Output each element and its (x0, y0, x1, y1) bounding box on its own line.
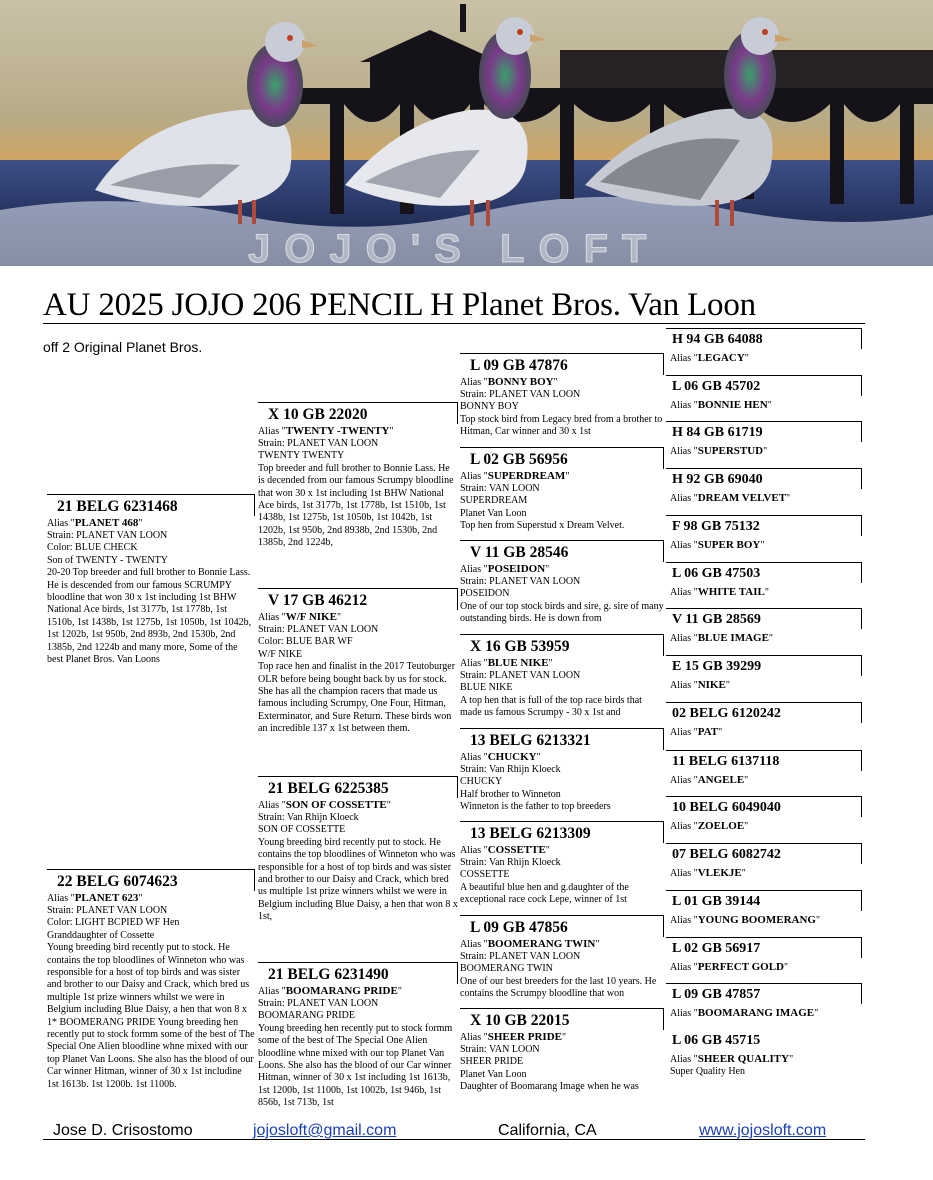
description: Young breeding bird recently put to stock. He contains the top bloodlines of Winneton who was responsible for a host of top birds and was sister and brother to our Daisy and Crack, which bred us multiple 1st prize winners whilst we were in Belgium including Blue Daisy, a hen that won 8 x 1* BOOMERANG PRIDE Young breeding hen recently put to stock formm some of the best of The Special One Alien bloodline whne mixed with our top Planet Van Loons. She also has the blood of our Car winner Hitman, winner of 30 x 1st includine 1st 1613b. 1st 1200b. 1st 1100b. (47, 942, 255, 1090)
band-number: L 02 GB 56956 (460, 447, 664, 469)
band-number: F 98 GB 75132 (666, 515, 862, 536)
alias-line: Alias "BONNY BOY" (460, 376, 558, 388)
footer-name: Jose D. Crisostomo (53, 1122, 193, 1139)
alias-line: Alias "BOOMERANG TWIN" (460, 938, 600, 950)
card-body (47, 905, 255, 1127)
footer-location: California, CA (498, 1122, 597, 1139)
card-body (47, 530, 255, 666)
alias-line: Alias "PLANET 623" (47, 892, 143, 904)
detail-line: COSSETTE (460, 869, 510, 881)
detail-line: Son of TWENTY - TWENTY (47, 554, 168, 566)
band-number: X 10 GB 22020 (258, 402, 458, 424)
gen4-card-5 (666, 515, 862, 552)
band-number: 07 BELG 6082742 (666, 843, 862, 864)
detail-line: Strain: Van Rhijn Kloeck (258, 812, 359, 823)
alias-name: PAT (697, 726, 719, 738)
page-title: AU 2025 JOJO 206 PENCIL H Planet Bros. Van Loon (43, 287, 756, 323)
description: A top hen that is full of the top race birds that made us famous Scrumpy - 30 x 1st and (460, 694, 642, 719)
gen4-card-4 (666, 468, 862, 505)
alias-name: YOUNG BOOMERANG (697, 914, 816, 926)
detail-line: Half brother to Winneton (460, 788, 561, 800)
gen3-card-8 (460, 1008, 664, 1106)
band-number: E 15 GB 39299 (666, 655, 862, 676)
alias-line: Alias "PERFECT GOLD" (670, 961, 789, 973)
band-number: H 94 GB 64088 (666, 328, 862, 349)
alias-line: Alias "BONNIE HEN" (670, 399, 772, 411)
alias-line: Alias "ZOELOE" (670, 820, 749, 832)
gen1-dam-card (47, 869, 255, 1127)
detail-line: BOOMERANG TWIN (460, 963, 553, 975)
gen2-card-2 (258, 588, 458, 774)
alias-line: Alias "VLEKJE" (670, 867, 746, 879)
band-number: X 10 GB 22015 (460, 1008, 664, 1030)
alias-name: BOOMARANG PRIDE (285, 985, 398, 997)
card-body (460, 1044, 664, 1106)
detail-line: Strain: PLANET VAN LOON (460, 576, 581, 587)
detail-line: Color: BLUE CHECK (47, 542, 138, 554)
gen4-card-7 (666, 608, 862, 645)
alias-name: SUPERDREAM (487, 470, 566, 482)
gen3-card-5 (460, 728, 664, 826)
detail-line: BOOMARANG PRIDE (258, 1010, 355, 1022)
detail-line: Strain: VAN LOON (460, 1044, 540, 1055)
footer-divider (43, 1139, 865, 1140)
alias-name: WHITE TAIL (697, 586, 765, 598)
detail-line: SON OF COSSETTE (258, 824, 346, 836)
description: Top hen from Superstud x Dream Velvet. (460, 520, 625, 532)
alias-line: Alias "ANGELE" (670, 774, 749, 786)
alias-line: Alias "BLUE NIKE" (460, 657, 553, 669)
gen3-card-3 (460, 540, 664, 638)
detail-line: Strain: PLANET VAN LOON (258, 998, 379, 1009)
alias-name: SHEER QUALITY (697, 1053, 790, 1065)
card-body (460, 951, 664, 1013)
gen4-card-9 (666, 702, 862, 739)
card-body (258, 812, 458, 950)
page-subtitle: off 2 Original Planet Bros. (43, 339, 203, 355)
alias-name: SUPERSTUD (697, 445, 764, 457)
band-number: H 92 GB 69040 (666, 468, 862, 489)
alias-name: BLUE IMAGE (697, 632, 769, 644)
detail-line: Strain: Van Rhijn Kloeck (460, 764, 561, 775)
alias-name: TWENTY -TWENTY (285, 425, 390, 437)
gen4-card-14 (666, 937, 862, 974)
alias-line: Alias "PLANET 468" (47, 517, 143, 529)
alias-name: PLANET 623 (74, 892, 139, 904)
detail-line: BLUE NIKE (460, 682, 513, 694)
band-number: 21 BELG 6225385 (258, 776, 458, 798)
gen3-card-1 (460, 353, 664, 451)
description: Winneton is the father to top breeders (460, 801, 611, 813)
card-body (258, 438, 458, 576)
alias-name: ZOELOE (697, 820, 745, 832)
alias-line: Alias "SHEER PRIDE" (460, 1031, 567, 1043)
alias-line: Alias "DREAM VELVET" (670, 492, 791, 504)
band-number: L 06 GB 45715 (672, 1033, 761, 1048)
detail-line: SHEER PRIDE (460, 1056, 524, 1068)
band-number: L 02 GB 56917 (666, 937, 862, 958)
description: Young breeding bird recently put to stock. He contains the top bloodlines of Winneton who was responsible for a host of top birds and was sister and brother to our Daisy and Crack, which bred us multiple 1st prize winners whilst we were in Belgium including Blue Daisy, a hen that won 8 x 1st, (258, 836, 458, 923)
description: Young breeding hen recently put to stock formm some of the best of The Special One Alien bloodline whne mixed with our top Planet Van Loons. She also has the blood of our Car winner Hitman, winner of 30 x 1st including 1st 1613b, 1st 1200b, 1st 1100b, 1st 1002b, 1st 946b, 1st 856b, 1st 713b, 1st (258, 1022, 453, 1109)
alias-line: Alias "SUPER BOY" (670, 539, 765, 551)
detail-line: Color: LIGHT BCPIED WF Hen (47, 917, 180, 929)
gen4-card-6 (666, 562, 862, 599)
detail-line: Strain: VAN LOON (460, 483, 540, 494)
detail-line: Planet Van Loon (460, 507, 527, 519)
band-number: 13 BELG 6213321 (460, 728, 664, 750)
detail-line: Strain: PLANET VAN LOON (460, 389, 581, 400)
alias-line: Alias "SHEER QUALITY" (670, 1053, 794, 1065)
band-number: X 16 GB 53959 (460, 634, 664, 656)
gen3-card-6 (460, 821, 664, 919)
alias-name: BOOMERANG TWIN (487, 938, 596, 950)
note: Super Quality Hen (670, 1066, 745, 1077)
gen4-card-11 (666, 796, 862, 833)
header-banner (0, 0, 933, 266)
card-body (258, 624, 458, 774)
alias-line: Alias "YOUNG BOOMERANG" (670, 914, 821, 926)
alias-name: SON OF COSSETTE (285, 799, 387, 811)
band-number: L 06 GB 45702 (666, 375, 862, 396)
detail-line: CHUCKY (460, 776, 503, 788)
alias-name: BOOMARANG IMAGE (697, 1007, 815, 1019)
alias-name: SUPER BOY (697, 539, 761, 551)
alias-line: Alias "COSSETTE" (460, 844, 550, 856)
detail-line: TWENTY TWENTY (258, 450, 345, 462)
detail-line: BONNY BOY (460, 401, 519, 413)
gen4-card-2 (666, 375, 862, 412)
band-number: 21 BELG 6231490 (258, 962, 458, 984)
alias-name: ANGELE (697, 774, 745, 786)
alias-line: Alias "POSEIDON" (460, 563, 550, 575)
gen4-card-3 (666, 421, 862, 458)
footer-email-link[interactable]: jojosloft@gmail.com (253, 1122, 397, 1139)
gen4-card-10 (666, 750, 862, 787)
alias-name: DREAM VELVET (697, 492, 787, 504)
detail-line: Strain: PLANET VAN LOON (258, 438, 379, 449)
alias-name: BLUE NIKE (487, 657, 549, 669)
alias-name: POSEIDON (487, 563, 546, 575)
footer-website-link[interactable]: www.jojosloft.com (699, 1122, 827, 1139)
gen4-card-12 (666, 843, 862, 880)
alias-line: Alias "CHUCKY" (460, 751, 541, 763)
card-body (460, 670, 664, 732)
gen3-card-7 (460, 915, 664, 1013)
band-number: 13 BELG 6213309 (460, 821, 664, 843)
alias-name: SHEER PRIDE (487, 1031, 562, 1043)
gen2-card-1 (258, 402, 458, 576)
alias-line: Alias "PAT" (670, 726, 723, 738)
gen4-card-1 (666, 328, 862, 365)
gen4-card-16 (666, 1030, 862, 1078)
alias-line: Alias "SUPERSTUD" (670, 445, 768, 457)
gen1-sire-card (47, 494, 255, 666)
alias-line: Alias "NIKE" (670, 679, 730, 691)
band-number: 21 BELG 6231468 (47, 494, 255, 516)
band-number: 11 BELG 6137118 (666, 750, 862, 771)
alias-line: Alias "TWENTY -TWENTY" (258, 425, 394, 437)
alias-name: NIKE (697, 679, 726, 691)
band-number: L 09 GB 47857 (666, 983, 862, 1004)
alias-name: BONNIE HEN (697, 399, 768, 411)
alias-line: Alias "SUPERDREAM" (460, 470, 570, 482)
detail-line: SUPERDREAM (460, 495, 528, 507)
alias-name: W/F NIKE (285, 611, 337, 623)
detail-line: W/F NIKE (258, 648, 303, 660)
band-number: V 11 GB 28569 (666, 608, 862, 629)
band-number: V 11 GB 28546 (460, 540, 664, 562)
description: One of our best breeders for the last 10 years. He contains the Scrumpy bloodline that won (460, 975, 657, 1000)
alias-line: Alias "SON OF COSSETTE" (258, 799, 391, 811)
band-number: H 84 GB 61719 (666, 421, 862, 442)
description: Daughter of Boomarang Image when he was (460, 1081, 639, 1093)
alias-name: COSSETTE (487, 844, 546, 856)
band-number: V 17 GB 46212 (258, 588, 458, 610)
card-body (258, 998, 458, 1132)
gen4-card-8 (666, 655, 862, 692)
detail-line: Strain: PLANET VAN LOON (47, 905, 168, 916)
band-number: L 06 GB 47503 (666, 562, 862, 583)
gen3-card-4 (460, 634, 664, 732)
band-number: 10 BELG 6049040 (666, 796, 862, 817)
band-number: L 01 GB 39144 (666, 890, 862, 911)
gen4-card-15 (666, 983, 862, 1020)
gen4-card-13 (666, 890, 862, 927)
card-body (460, 576, 664, 638)
alias-name: VLEKJE (697, 867, 742, 879)
description: Top race hen and finalist in the 2017 Teutoburger OLR before being bought back by us for stock. She has all the champion racers that made us famous including Scrumpy, One Four, Hitman, Exterminator, and Sure Return. These birds won an incredible 137 x 1st between them. (258, 661, 456, 735)
band-number: L 09 GB 47876 (460, 353, 664, 375)
gen2-card-4 (258, 962, 458, 1132)
alias-line: Alias "BOOMARANG PRIDE" (258, 985, 402, 997)
detail-line: Strain: Van Rhijn Kloeck (460, 857, 561, 868)
detail-line: Color: BLUE BAR WF (258, 636, 353, 648)
band-number: 22 BELG 6074623 (47, 869, 255, 891)
alias-line: Alias "BOOMARANG IMAGE" (670, 1007, 819, 1019)
description: 20-20 Top breeder and full brother to Bonnie Lass. He is descended from our famous SCRUMPY bloodline that won 30 x 1st including 1st BHW National Ace birds, 1st 3177b, 1st 1778b, 1st 1510b, 1st 1438b, 1st 1275b, 1st 1050b, 1st 1042b, 1st 1202b, 1st 950b, 2nd 893b, 2nd 1530b, 2nd 1385b, 2nd 1224b and many more, Some of the best Planet Bros. Van Loons (47, 567, 252, 666)
alias-line: Alias "WHITE TAIL" (670, 586, 769, 598)
card-body (460, 389, 664, 451)
detail-line: Planet Van Loon (460, 1068, 527, 1080)
alias-name: BONNY BOY (487, 376, 554, 388)
card-body (460, 764, 664, 826)
alias-line: Alias "LEGACY" (670, 352, 749, 364)
description: Top breeder and full brother to Bonnie Lass. He is decended from our famous Scrumpy bloodline that won 30 x 1st including 1st BHW National Ace birds, 1st 3177b, 1st 1778b, 1st 1510b, 1st 1438b, 1st 1275b, 1st 1050b, 1st 1042b, 1st 1202b, 1st 950b, 2nd 8938b, 2nd 1530b, 2nd 1385b, 2nd 1224b, (258, 462, 454, 549)
detail-line: Strain: PLANET VAN LOON (460, 951, 581, 962)
detail-line: Strain: PLANET VAN LOON (460, 670, 581, 681)
description: A beautiful blue hen and g.daughter of the exceptional race cock Lepe, winner of 1st (460, 881, 629, 906)
gen2-card-3 (258, 776, 458, 950)
description: One of our top stock birds and sire, g. sire of many outstanding birds. He is down from (460, 600, 664, 625)
band-number: 02 BELG 6120242 (666, 702, 862, 723)
alias-name: CHUCKY (487, 751, 537, 763)
alias-name: LEGACY (697, 352, 745, 364)
card-body (460, 483, 664, 545)
band-number: L 09 GB 47856 (460, 915, 664, 937)
banner-logo-text: JOJO'S LOFT (248, 227, 661, 266)
alias-name: PLANET 468 (74, 517, 139, 529)
detail-line: Granddaughter of Cossette (47, 929, 155, 941)
alias-line: Alias "BLUE IMAGE" (670, 632, 774, 644)
banner-illustration (0, 0, 933, 266)
alias-name: PERFECT GOLD (697, 961, 784, 973)
detail-line: POSEIDON (460, 588, 510, 600)
detail-line: Strain: PLANET VAN LOON (47, 530, 168, 541)
card-body (460, 857, 664, 919)
title-divider (43, 323, 865, 324)
description: Top stock bird from Legacy bred from a brother to Hitman, Car winner and 30 x 1st (460, 413, 663, 438)
gen3-card-2 (460, 447, 664, 545)
alias-line: Alias "W/F NIKE" (258, 611, 342, 623)
detail-line: Strain: PLANET VAN LOON (258, 624, 379, 635)
